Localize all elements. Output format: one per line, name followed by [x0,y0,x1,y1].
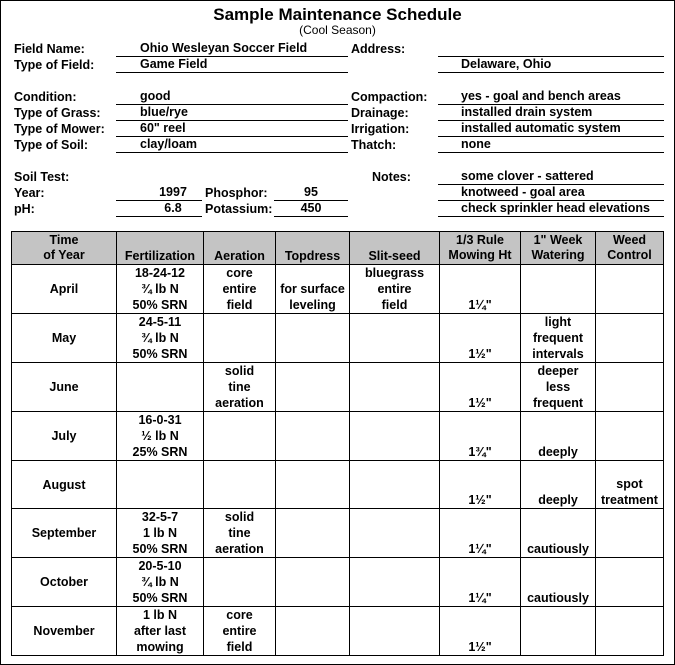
aeration-cell: solid tine aeration [204,509,276,558]
schedule-table [11,231,664,656]
aeration-cell: core entire field [204,265,276,314]
topdress-cell [276,558,350,607]
weed-control-cell [596,558,664,607]
topdress-cell [276,314,350,363]
soil-value: clay/loam [116,137,348,153]
aeration-cell: solid tine aeration [204,363,276,412]
watering-cell: deeper less frequent [521,363,596,412]
month-cell: April [12,265,117,314]
potassium-value: 450 [274,201,348,217]
topdress-cell: for surface leveling [276,265,350,314]
weed-control-cell [596,314,664,363]
watering-cell [521,265,596,314]
grass-label: Type of Grass: [14,106,101,120]
field-name-value: Ohio Wesleyan Soccer Field [116,41,348,57]
note-line-2: knotweed - goal area [438,185,664,201]
drainage-label: Drainage: [351,106,409,120]
header-weed-control: Weed Control [596,232,664,265]
month-cell: September [12,509,117,558]
month-cell: May [12,314,117,363]
table-row [12,412,664,461]
header-watering: 1" Week Watering [521,232,596,265]
ph-value: 6.8 [116,201,202,217]
year-label: Year: [14,186,45,200]
weed-control-cell: spot treatment [596,461,664,509]
field-type-label: Type of Field: [14,58,95,72]
compaction-label: Compaction: [351,90,428,104]
header-aeration: Aeration [204,232,276,265]
month-cell: November [12,607,117,656]
watering-cell: deeply [521,412,596,461]
grass-value: blue/rye [116,105,348,121]
weed-control-cell [596,265,664,314]
header-slit-seed: Slit-seed [350,232,440,265]
mowing-height-cell: 1½" [440,607,521,656]
slit-seed-cell [350,558,440,607]
slit-seed-cell [350,607,440,656]
slit-seed-cell [350,461,440,509]
irrigation-label: Irrigation: [351,122,410,136]
weed-control-cell [596,412,664,461]
month-cell: June [12,363,117,412]
mowing-height-cell: 1½" [440,461,521,509]
address-label: Address: [351,42,406,56]
aeration-cell [204,314,276,363]
field-type-value: Game Field [116,57,348,73]
condition-label: Condition: [14,90,77,104]
page-subtitle: (Cool Season) [299,23,376,37]
mowing-height-cell: 1¼" [440,509,521,558]
mowing-height-cell: 1¼" [440,265,521,314]
mower-value: 60" reel [116,121,348,137]
slit-seed-cell [350,363,440,412]
topdress-cell [276,363,350,412]
condition-value: good [116,89,348,105]
month-cell: August [12,461,117,509]
table-row [12,461,664,509]
topdress-cell [276,509,350,558]
watering-cell [521,607,596,656]
note-line-1: some clover - sattered [438,169,664,185]
fertilization-cell [117,363,204,412]
ph-label: pH: [14,202,35,216]
weed-control-cell [596,363,664,412]
phosphor-value: 95 [274,185,348,201]
table-row [12,265,664,314]
month-cell: July [12,412,117,461]
notes-label: Notes: [372,170,411,184]
table-row [12,363,664,412]
mower-label: Type of Mower: [14,122,105,136]
address-value [438,41,664,57]
watering-cell: cautiously [521,509,596,558]
fertilization-cell [117,461,204,509]
mowing-height-cell: 1¾" [440,412,521,461]
header-time-of-year: Time of Year [12,232,117,265]
fertilization-cell: 32-5-7 1 lb N 50% SRN [117,509,204,558]
thatch-label: Thatch: [351,138,397,152]
compaction-value: yes - goal and bench areas [438,89,664,105]
table-header-row [12,232,664,265]
phosphor-label: Phosphor: [205,186,268,200]
topdress-cell [276,412,350,461]
slit-seed-cell [350,412,440,461]
watering-cell: deeply [521,461,596,509]
weed-control-cell [596,607,664,656]
soil-label: Type of Soil: [14,138,89,152]
mowing-height-cell: 1¼" [440,558,521,607]
year-value: 1997 [116,185,202,201]
aeration-cell [204,461,276,509]
fertilization-cell: 18-24-12 ¾ lb N 50% SRN [117,265,204,314]
city-value: Delaware, Ohio [438,57,664,73]
aeration-cell [204,412,276,461]
fertilization-cell: 16-0-31 ½ lb N 25% SRN [117,412,204,461]
header-mowing-height: 1/3 Rule Mowing Ht [440,232,521,265]
slit-seed-cell [350,509,440,558]
aeration-cell [204,558,276,607]
soil-test-label: Soil Test: [14,170,70,184]
fertilization-cell: 1 lb N after last mowing [117,607,204,656]
drainage-value: installed drain system [438,105,664,121]
header-topdress: Topdress [276,232,350,265]
watering-cell: cautiously [521,558,596,607]
header-fertilization: Fertilization [117,232,204,265]
fertilization-cell: 24-5-11 ¾ lb N 50% SRN [117,314,204,363]
table-row [12,314,664,363]
table-row [12,607,664,656]
thatch-value: none [438,137,664,153]
slit-seed-cell [350,314,440,363]
topdress-cell [276,461,350,509]
aeration-cell: core entire field [204,607,276,656]
fertilization-cell: 20-5-10 ¾ lb N 50% SRN [117,558,204,607]
watering-cell: light frequent intervals [521,314,596,363]
field-name-label: Field Name: [14,42,85,56]
mowing-height-cell: 1½" [440,314,521,363]
table-row [12,558,664,607]
slit-seed-cell: bluegrass entire field [350,265,440,314]
table-row [12,509,664,558]
month-cell: October [12,558,117,607]
potassium-label: Potassium: [205,202,273,216]
topdress-cell [276,607,350,656]
irrigation-value: installed automatic system [438,121,664,137]
page-title: Sample Maintenance Schedule [213,5,462,24]
weed-control-cell [596,509,664,558]
note-line-3: check sprinkler head elevations [438,201,664,217]
mowing-height-cell: 1½" [440,363,521,412]
